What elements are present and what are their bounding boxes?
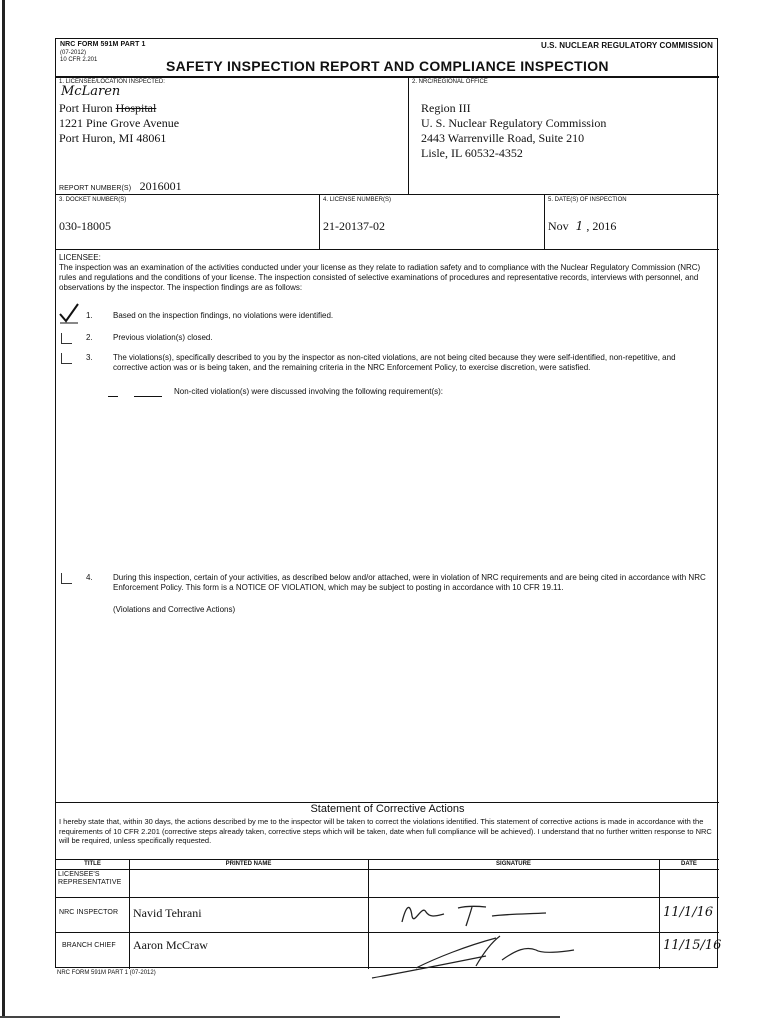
licensee-line1 — [59, 101, 156, 116]
row-branch-chief-title: BRANCH CHIEF — [62, 942, 116, 949]
item-3-text: The violations(s), specifically described to you by the inspector as non-cited violations, are not being cited because they were self-identified, non-repetitive, and corrective action was or is being taken, and the remaining criteria in the NRC Enforcement Policy, to exercise discretion, were satisfied. — [113, 353, 676, 372]
noncited-text: Non-cited violation(s) were discussed involving the following requirement(s): — [174, 387, 444, 396]
branch-chief-signature-icon — [366, 932, 586, 982]
licensee-address-city: Port Huron, MI 48061 — [59, 131, 167, 145]
handwritten-licensee-name: McLaren — [61, 84, 121, 99]
agency-name: U.S. NUCLEAR REGULATORY COMMISSION — [540, 41, 713, 50]
item-4-text: During this inspection, certain of your activities, as described below and/or attached, were in violation of NRC requirements and are being cited in accordance with NRC Enforcement Policy. This form is a NOTICE OF VIOLATION, which may be subject to posting in accordance with 10 CFR 19.11. — [113, 573, 706, 592]
inspector-name: Navid Tehrani — [133, 906, 202, 920]
box3-label: 3. DOCKET NUMBER(S) — [59, 197, 127, 203]
regional-office-line2: U. S. Nuclear Regulatory Commission — [421, 116, 607, 130]
form-title: SAFETY INSPECTION REPORT AND COMPLIANCE INSPECTION — [166, 58, 609, 74]
item-2-number: 2. — [86, 333, 93, 342]
item-1-text: Based on the inspection findings, no violations were identified. — [113, 311, 334, 320]
item-1-number: 1. — [86, 311, 93, 320]
regional-office-line1: Region III — [421, 101, 471, 115]
header-title: TITLE — [84, 861, 101, 867]
regional-office-line3: 2443 Warrenville Road, Suite 210 — [421, 131, 585, 145]
box5-label: 5. DATE(S) OF INSPECTION — [548, 197, 627, 203]
inspector-signature-icon — [396, 898, 586, 930]
branch-chief-name: Aaron McCraw — [133, 938, 208, 952]
item-3-checkbox[interactable] — [61, 353, 72, 364]
struck-word: Hospital — [115, 101, 157, 115]
item-4-checkbox[interactable] — [61, 573, 72, 584]
scan-edge-bottom — [0, 1016, 560, 1018]
item-4-number: 4. — [86, 573, 93, 582]
inspection-day: 1 — [575, 219, 584, 233]
licensee-name: Port Huron — [59, 101, 113, 115]
violations-label: (Violations and Corrective Actions) — [113, 605, 236, 614]
statement-text: I hereby state that, within 30 days, the actions described by me to the inspector will be taken to correct the violations identified. This statement of corrective actions is made in accordance with the requirements of 10 CFR 2.201 (corrective steps already taken, corrective steps which will be taken, date when full compliance will be achieved). I understand that no further written response to NRC will be required, unless specifically requested. — [59, 817, 712, 845]
item-2-text: Previous violation(s) closed. — [113, 333, 213, 342]
box4-label: 4. LICENSE NUMBER(S) — [323, 197, 392, 203]
inspection-intro: The inspection was an examination of the activities conducted under your license as they relate to radiation safety and to compliance with the Nuclear Regulatory Commission (NRC) rules and regulations and the conditions of your license. The inspection consisted of selective examinations of procedures and representative records, interviews with personnel, and observations by the inspector. The inspection findings are as follows: — [59, 263, 701, 292]
inspection-month: Nov — [548, 219, 569, 233]
report-number-label: REPORT NUMBER(S) — [59, 185, 132, 192]
item-2-checkbox[interactable] — [61, 333, 72, 344]
branch-chief-date: 11/15/16 — [663, 938, 722, 953]
item-3-number: 3. — [86, 353, 93, 362]
header-printed-name: PRINTED NAME — [225, 861, 272, 867]
form-revision: (07-2012) — [60, 50, 87, 56]
report-number: 2016001 — [139, 179, 182, 193]
footer-form-id: NRC FORM 591M PART 1 (07-2012) — [57, 970, 156, 976]
docket-number: 030-18005 — [59, 219, 111, 233]
cfr-reference: 10 CFR 2.201 — [60, 57, 98, 63]
inspection-form — [55, 38, 722, 968]
license-number: 21-20137-02 — [323, 219, 385, 233]
header-signature: SIGNATURE — [496, 861, 531, 867]
regional-office-line4: Lisle, IL 60532-4352 — [421, 146, 523, 160]
checkmark-icon — [58, 302, 82, 324]
licensee-address-street: 1221 Pine Grove Avenue — [59, 116, 180, 130]
header-date: DATE — [681, 861, 697, 867]
box2-label: 2. NRC/REGIONAL OFFICE — [412, 79, 488, 85]
inspection-date — [548, 219, 616, 234]
form-id: NRC FORM 591M PART 1 — [60, 41, 146, 48]
inspector-date: 11/1/16 — [663, 905, 714, 920]
statement-title: Statement of Corrective Actions — [310, 803, 465, 815]
inspection-year: , 2016 — [586, 219, 617, 233]
licensee-heading: LICENSEE: — [59, 253, 101, 262]
row-inspector-title: NRC INSPECTOR — [59, 909, 119, 916]
report-number-row — [59, 177, 182, 195]
scan-edge-left — [2, 0, 5, 1016]
box1-label: 1. LICENSEE/LOCATION INSPECTED: — [59, 79, 165, 85]
row-licensee-title: LICENSEE'S REPRESENTATIVE — [58, 871, 122, 886]
